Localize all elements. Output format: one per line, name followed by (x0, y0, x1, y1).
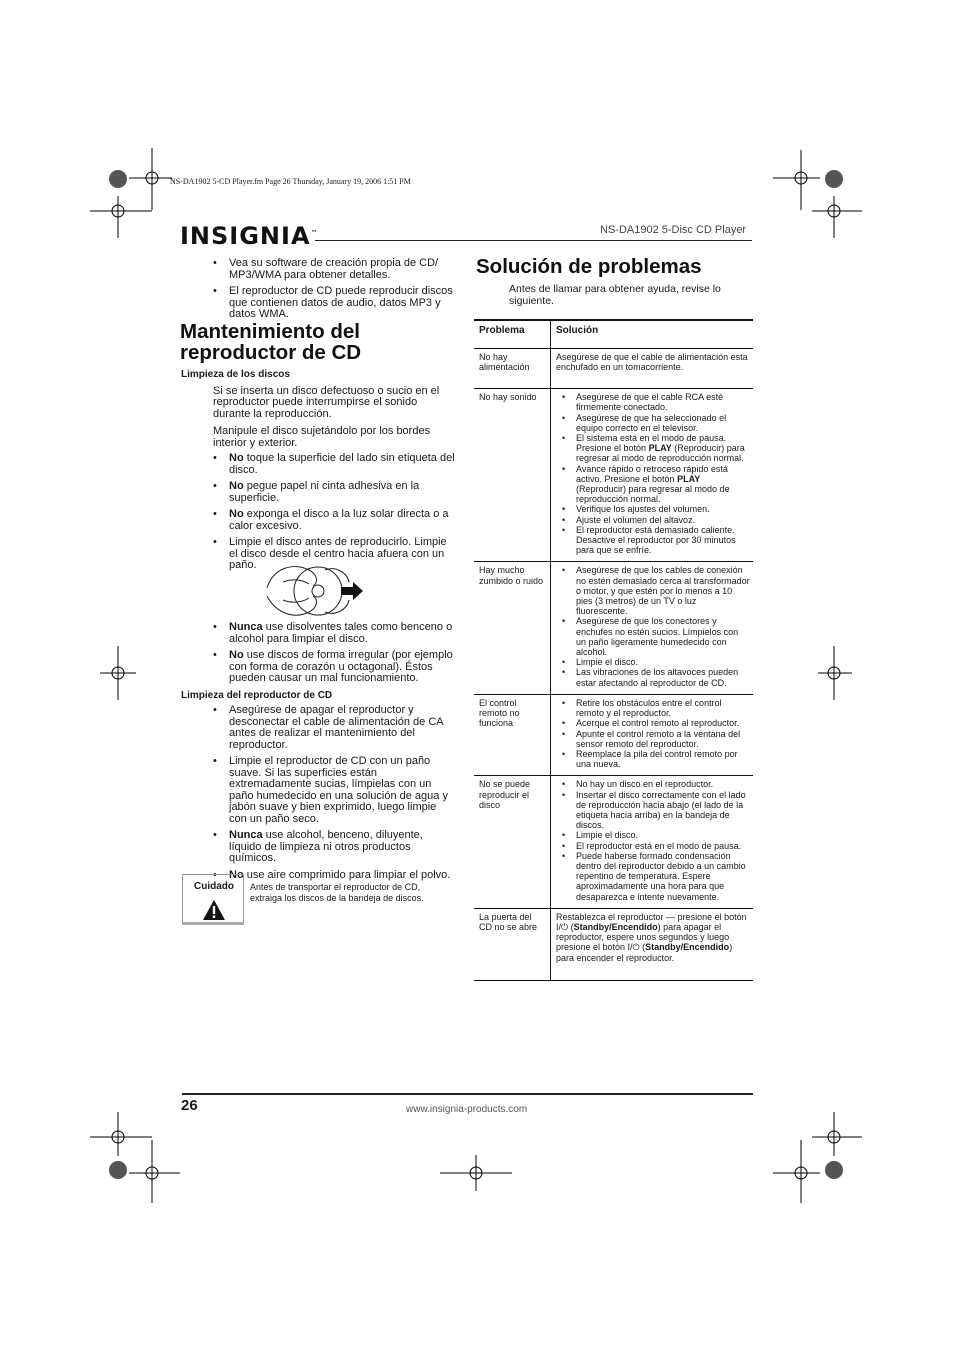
product-title: NS-DA1902 5-Disc CD Player (600, 224, 747, 236)
solution-cell: Restablezca el reproductor — presione el botón I/⏻ (Standby/Encendido) para apagar el reproductor, espere unos segundos y luego presione el botón I/⏻ (Standby/Encendido) para encender el reproductor. (551, 908, 754, 980)
page-number: 26 (181, 1097, 198, 1114)
problem-cell: El control remoto no funciona (474, 694, 551, 775)
warning-icon (202, 899, 226, 921)
header-rule (315, 240, 752, 241)
list-item: • Apunte el control remoto a la ventana del sensor remoto del reproductor. (556, 729, 750, 749)
list-item: • Asegúrese de que los conectores y enchufes no estén sucios. Límpielos con un paño ligeramente humedecido con alcohol. (556, 616, 750, 657)
list-item: • Limpie el disco. (556, 657, 750, 667)
solution-cell (551, 389, 754, 562)
disc-handling-illustration (263, 560, 367, 622)
player-cleaning-heading: Limpieza del reproductor de CD (181, 689, 333, 701)
solution-cell (551, 562, 754, 694)
list-item: • Asegúrese de que ha seleccionado el equipo correcto en el televisor. (556, 413, 750, 433)
table-row (474, 562, 753, 694)
list-item: • Retire los obstáculos entre el control remoto y el reproductor. (556, 698, 750, 718)
table-row (474, 694, 753, 775)
list-item: • Reemplace la pila del control remoto por una nueva. (556, 749, 750, 769)
list-item: • El reproductor está en el modo de pausa. (556, 841, 750, 851)
table-row (474, 389, 753, 562)
list-item: • Asegúrese de que el cable RCA esté firmemente conectado. (556, 392, 750, 412)
caution-note (182, 874, 444, 925)
solution-cell: Asegúrese de que el cable de alimentación esta enchufado en un tomacorriente. (551, 349, 754, 389)
troubleshooting-title: Solución de problemas (476, 255, 702, 278)
list-item: • Las vibraciones de los altavoces pueden estar afectando al reproductor de CD. (556, 667, 750, 687)
disc-bullets (213, 453, 457, 572)
table-row (474, 908, 753, 980)
list-item: • Asegúrese de apagar el reproductor y desconectar el cable de alimentación de CA antes de realizar el mantenimiento del reproductor. (213, 705, 457, 751)
list-item: • No hay un disco en el reproductor. (556, 779, 750, 789)
list-item: • No pegue papel ni cinta adhesiva en la superficie. (213, 481, 457, 504)
maintenance-title: Mantenimiento del reproductor de CD (180, 320, 362, 364)
list-item: • El reproductor de CD puede reproducir discos que contienen datos de audio, datos MP3 y datos WMA. (213, 286, 457, 321)
list-item: • No use aire comprimido para limpiar el polvo. (213, 870, 457, 882)
brand-name: INSIGNIA (180, 222, 311, 250)
problem-cell: No hay sonido (474, 389, 551, 562)
footer-url[interactable]: www.insignia-products.com (406, 1104, 528, 1115)
list-item: • Avance rápido o retroceso rápido está activo. Presione el botón PLAY (Reproducir) para regresar al modo de reproducción normal. (556, 464, 750, 505)
list-item: • No use discos de forma irregular (por ejemplo con forma de corazón u octagonal). Éstos pueden causar un mal funcionamiento. (213, 650, 457, 685)
problem-cell: Hay mucho zumbido o ruido (474, 562, 551, 694)
brand-logo (180, 222, 319, 250)
disc-cleaning-more (181, 622, 457, 886)
problem-cell: No se puede reproducir el disco (474, 776, 551, 908)
list-item: • El sistema está en el modo de pausa. Presione el botón PLAY (Reproducir) para regresar al modo de reproducción normal. (556, 433, 750, 464)
solution-cell (551, 776, 754, 908)
list-item: • Nunca use disolventes tales como benceno o alcohol para limpiar el disco. (213, 622, 457, 645)
caution-label: Cuidado (194, 881, 234, 892)
paragraph: Si se inserta un disco defectuoso o sucio en el reproductor puede interrumpirse el sonido durante la reproducción. (213, 384, 440, 420)
player-bullets (213, 705, 457, 881)
list-item: • Limpie el disco. (556, 830, 750, 840)
list-item: • No toque la superficie del lado sin etiqueta del disco. (213, 453, 457, 476)
disc-cleaning-section (181, 369, 457, 577)
problem-cell: La puerta del CD no se abre (474, 908, 551, 980)
list-item: • Ajuste el volumen del altavoz. (556, 515, 750, 525)
column-header-problem: Problema (474, 320, 551, 349)
list-item: • Vea su software de creación propia de CD/ MP3/WMA para obtener detalles. (213, 258, 457, 281)
list-item: • El reproductor está demasiado caliente. Desactive el reproductor por 30 minutos para que se enfríe. (556, 525, 750, 556)
caution-text: Antes de transportar el reproductor de CD, extraiga los discos de la bandeja de discos. (250, 882, 424, 903)
problem-cell: No hay alimentación (474, 349, 551, 389)
list-item: • Verifique los ajustes del volumen. (556, 504, 750, 514)
file-info: NS-DA1902 5-CD Player.fm Page 26 Thursday, January 19, 2006 1:51 PM (170, 177, 411, 186)
list-item: • Puede haberse formado condensación dentro del reproductor debido a un cambio repentino de temperatura. Espere aproximadamente una hora para que desaparezca e intente nuevamente. (556, 851, 750, 902)
list-item: • Insertar el disco correctamente con el lado de reproducción hacia abajo (el lado de la etiqueta hacia arriba) en la bandeja de discos. (556, 790, 750, 831)
troubleshooting-intro: Antes de llamar para obtener ayuda, revise lo siguiente. (509, 283, 721, 307)
table-row (474, 349, 753, 389)
disc-cleaning-heading: Limpieza de los discos (181, 369, 290, 380)
paragraph: Manipule el disco sujetándolo por los bordes interior y exterior. (213, 425, 431, 449)
column-header-solution: Solución (551, 320, 754, 349)
list-item: • No exponga el disco a la luz solar directa o a calor excesivo. (213, 509, 457, 532)
list-item: • Asegúrese de que los cables de conexión no estén demasiado cerca al transformador o motor, y que estén por lo menos a 10 pies (3 metros) de un TV o luz fluorescente. (556, 565, 750, 616)
troubleshooting-table (474, 319, 753, 981)
list-item: • Acerque el control remoto al reproductor. (556, 718, 750, 728)
table-header-row (474, 320, 753, 349)
list-item: • Nunca use alcohol, benceno, diluyente, líquido de limpieza ni otros productos químicos. (213, 830, 457, 865)
list-item: • Limpie el reproductor de CD con un paño suave. Si las superficies están extremadamente sucias, límpielas con un paño humedecido en una solución de agua y jabón suave y bien exprimido, luego limpie con un paño seco. (213, 756, 457, 825)
intro-list (213, 258, 457, 321)
trademark: ™ (310, 229, 319, 237)
caution-box (182, 874, 244, 925)
footer-rule (182, 1093, 753, 1095)
table-row (474, 776, 753, 908)
left-column (181, 258, 457, 326)
solution-cell (551, 694, 754, 775)
disc-bullets-2 (213, 622, 457, 685)
list-item: • Limpie el disco antes de reproducirlo. Limpie el disco desde el centro hacia afuera con un paño. (213, 537, 457, 572)
